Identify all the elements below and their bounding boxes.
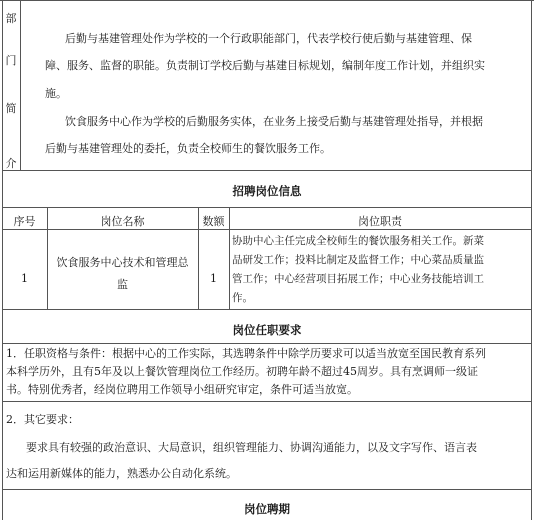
rule-h2 [2,207,532,208]
requirement-item2-line: 达和运用新媒体的能力，熟悉办公自动化系统。 [6,467,237,480]
row-position-name: 监 [117,278,128,291]
rule-right [531,0,532,520]
requirement-item2-line: 要求具有较强的政治意识、大局意识，组织管理能力、协调沟通能力，以及文字写作、语言表 [26,441,477,454]
dept-para1-line: 施。 [45,87,67,100]
dept-label-char: 部 [5,12,17,25]
header-duty: 岗位职责 [358,215,402,228]
row-duty-line: 品研发工作；投料比制定及监督工作；中心菜品质量监 [232,254,484,266]
period-section-title: 岗位聘期 [244,502,290,516]
recruit-section-title: 招聘岗位信息 [232,184,302,198]
dept-para1-line: 障、服务、监督的职能。负责制订学校后勤与基建目标规划，编制年度工作计划，并组织实 [45,59,485,72]
requirement-item1-line: 本科学历外，且有5年及以上餐饮管理岗位工作经历。初聘年龄不超过45周岁。具有烹调师一级证 [6,365,478,378]
dept-para2-line: 饮食服务中心作为学校的后勤服务实体，在业务上接受后勤与基建管理处指导，并根据 [65,115,483,128]
header-no: 序号 [13,215,36,228]
requirement-item1-line: 1．任职资格与条件：根据中心的工作实际，其选聘条件中除学历要求可以适当放宽至国民教育系列 [6,347,486,360]
rule-h1 [2,170,532,171]
requirement-item1-line: 书。特别优秀者，经岗位聘用工作领导小组研究审定，条件可适当放宽。 [6,383,358,396]
rule-dept-divider [20,0,21,170]
requirement-item2-label: 2．其它要求： [6,413,79,426]
rule-h7 [2,489,532,490]
rule-h5 [2,343,532,344]
dept-label-char: 简 [5,102,17,115]
header-position-name: 岗位名称 [100,215,145,228]
rule-h3 [2,229,532,230]
row-duty-line: 作。 [232,292,253,304]
header-count: 数额 [202,215,225,228]
dept-para2-line: 后勤与基建管理处的委托，负责全校师生的餐饮服务工作。 [45,142,331,155]
row-duty-line: 协助中心主任完成全校师生的餐饮服务相关工作。新菜 [232,235,484,247]
dept-para1-line: 后勤与基建管理处作为学校的一个行政职能部门，代表学校行使后勤与基建管理、保 [65,32,472,45]
rule-h6 [2,401,532,402]
dept-label-char: 门 [5,54,17,67]
rule-top [0,0,534,1]
requirements-section-title: 岗位任职要求 [232,323,302,337]
row-position-name: 饮食服务中心技术和管理总 [56,256,189,269]
row-duty-line: 管工作；中心经营项目拓展工作；中心业务技能培训工 [232,273,484,285]
rule-h4 [2,309,532,310]
dept-label-char: 介 [5,157,17,170]
row-no: 1 [21,272,28,285]
rule-left [2,0,3,520]
row-count: 1 [210,272,217,285]
